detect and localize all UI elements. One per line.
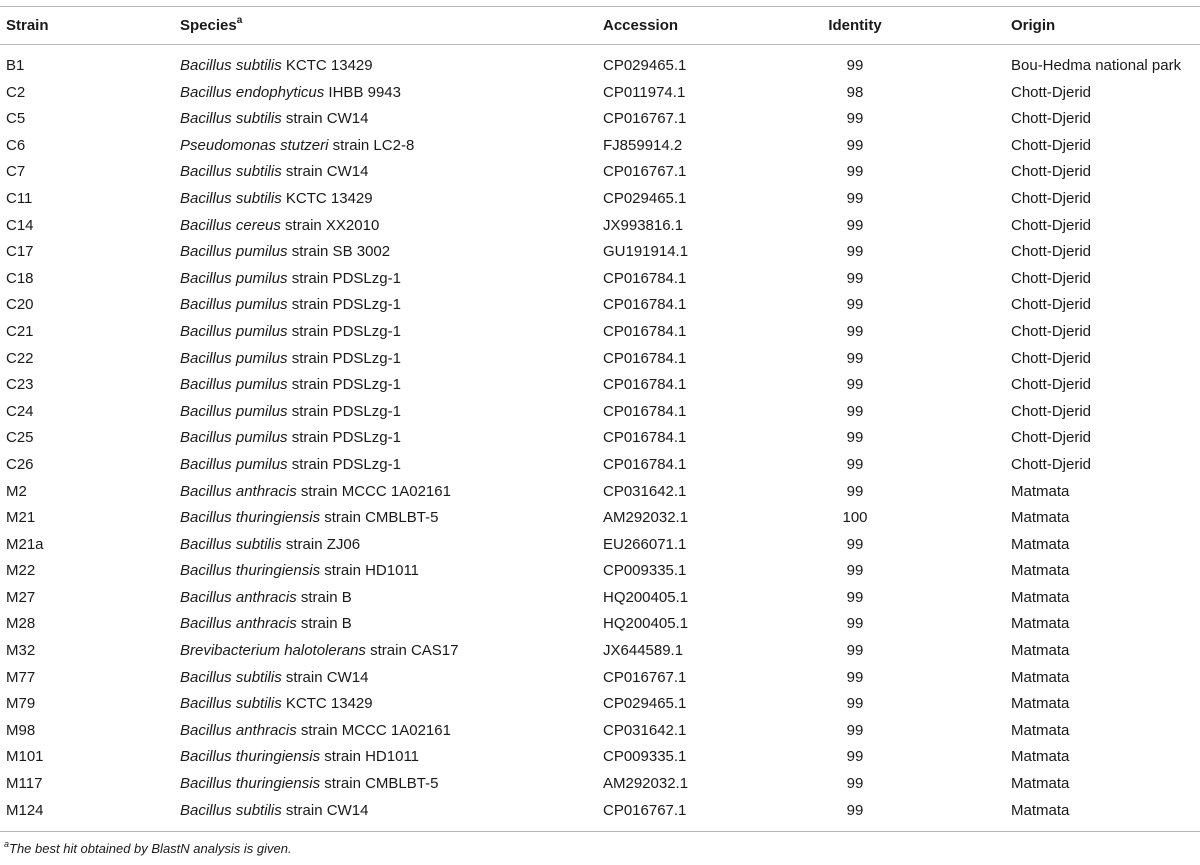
table-row <box>0 801 1200 828</box>
cell-origin: Chott-Djerid <box>1011 455 1092 473</box>
cell-origin: Matmata <box>1011 721 1070 739</box>
cell-species-qualifier: strain HD1011 <box>320 748 420 766</box>
cell-origin: Chott-Djerid <box>1011 402 1092 420</box>
cell-species-qualifier: strain B <box>296 615 352 633</box>
cell-strain: M117 <box>6 775 43 793</box>
table-row <box>0 641 1200 668</box>
cell-species-name: Bacillus subtilis <box>180 189 282 207</box>
cell-species-qualifier: strain PDSLzg-1 <box>287 322 401 340</box>
cell-species-qualifier: strain CW14 <box>281 163 369 181</box>
cell-species-qualifier: strain MCCC 1A02161 <box>296 482 451 500</box>
cell-species <box>180 668 368 688</box>
cell-species-name: Bacillus subtilis <box>180 110 282 128</box>
cell-identity: 100 <box>842 509 868 527</box>
cell-origin: Chott-Djerid <box>1011 189 1092 207</box>
cell-species-name: Bacillus subtilis <box>180 535 282 553</box>
cell-identity: 99 <box>846 296 864 314</box>
table-row <box>0 162 1200 189</box>
table-header-row <box>0 16 1200 38</box>
cell-species-qualifier: strain SB 3002 <box>287 243 391 261</box>
cell-species <box>180 269 401 289</box>
cell-accession: AM292032.1 <box>603 509 689 527</box>
table-row <box>0 588 1200 615</box>
cell-species-qualifier: strain MCCC 1A02161 <box>296 721 451 739</box>
cell-identity: 99 <box>846 163 864 181</box>
cell-species-qualifier: strain PDSLzg-1 <box>287 296 401 314</box>
cell-species-name: Bacillus pumilus <box>180 455 288 473</box>
cell-accession: CP009335.1 <box>603 748 687 766</box>
cell-species-qualifier: strain CMBLBT-5 <box>320 775 439 793</box>
table-row <box>0 269 1200 296</box>
cell-species <box>180 322 401 342</box>
cell-strain: M27 <box>6 588 36 606</box>
cell-identity: 99 <box>846 376 864 394</box>
table-row <box>0 375 1200 402</box>
cell-accession: GU191914.1 <box>603 243 689 261</box>
cell-species <box>180 349 401 369</box>
table-row <box>0 561 1200 588</box>
table-row <box>0 455 1200 482</box>
header-species-label: Species <box>180 17 237 34</box>
cell-accession: CP011974.1 <box>603 83 686 101</box>
cell-species <box>180 774 438 794</box>
cell-origin: Matmata <box>1011 801 1070 819</box>
cell-species-qualifier: IHBB 9943 <box>324 83 401 101</box>
table-row <box>0 189 1200 216</box>
header-identity: Identity <box>828 17 882 34</box>
cell-species-qualifier: strain CW14 <box>281 801 369 819</box>
table-row <box>0 402 1200 429</box>
cell-identity: 99 <box>846 349 864 367</box>
cell-species <box>180 721 451 741</box>
cell-accession: CP016784.1 <box>603 429 687 447</box>
cell-identity: 99 <box>846 243 864 261</box>
cell-species-qualifier: strain CAS17 <box>365 642 459 660</box>
cell-species-name: Bacillus pumilus <box>180 322 288 340</box>
table-row <box>0 614 1200 641</box>
cell-species-name: Bacillus thuringiensis <box>180 748 321 766</box>
cell-strain: B1 <box>6 57 25 74</box>
cell-species-qualifier: strain HD1011 <box>320 562 420 580</box>
table-header-rule <box>0 44 1200 45</box>
cell-species <box>180 747 419 767</box>
cell-species-name: Bacillus subtilis <box>180 695 282 713</box>
cell-strain: M32 <box>6 642 36 660</box>
cell-accession: CP016784.1 <box>603 455 687 473</box>
table-row <box>0 508 1200 535</box>
cell-species <box>180 216 379 236</box>
cell-identity: 99 <box>846 535 864 553</box>
table-row <box>0 136 1200 163</box>
cell-strain: M124 <box>6 801 44 819</box>
cell-identity: 99 <box>846 748 864 766</box>
cell-species-name: Bacillus subtilis <box>180 668 282 686</box>
cell-species-name: Bacillus subtilis <box>180 163 282 181</box>
cell-identity: 99 <box>846 642 864 660</box>
cell-origin: Chott-Djerid <box>1011 429 1092 447</box>
cell-origin: Matmata <box>1011 748 1070 766</box>
cell-species <box>180 801 368 821</box>
cell-accession: CP016767.1 <box>603 668 687 686</box>
table-row <box>0 322 1200 349</box>
footnote-text: The best hit obtained by BlastN analysis is given. <box>9 841 292 856</box>
cell-identity: 99 <box>846 801 864 819</box>
cell-strain: C14 <box>6 216 34 234</box>
cell-origin: Chott-Djerid <box>1011 136 1092 154</box>
header-species-footnote-marker: a <box>236 15 243 26</box>
cell-species-qualifier: strain PDSLzg-1 <box>287 349 401 367</box>
cell-origin: Chott-Djerid <box>1011 163 1092 181</box>
cell-species-name: Bacillus anthracis <box>180 482 297 500</box>
cell-species-qualifier: strain PDSLzg-1 <box>287 402 401 420</box>
cell-species <box>180 561 419 581</box>
cell-origin: Matmata <box>1011 535 1070 553</box>
cell-identity: 99 <box>846 402 864 420</box>
cell-species-name: Bacillus pumilus <box>180 402 288 420</box>
cell-identity: 99 <box>846 269 864 287</box>
cell-species <box>180 694 373 714</box>
cell-origin: Chott-Djerid <box>1011 322 1092 340</box>
cell-species <box>180 56 373 76</box>
cell-accession: CP016784.1 <box>603 402 687 420</box>
cell-species <box>180 402 401 422</box>
cell-strain: C22 <box>6 349 34 367</box>
cell-identity: 99 <box>846 216 864 234</box>
cell-species-qualifier: strain CW14 <box>281 668 369 686</box>
cell-origin: Chott-Djerid <box>1011 216 1092 234</box>
cell-species <box>180 136 414 156</box>
cell-identity: 99 <box>846 57 864 74</box>
cell-identity: 99 <box>846 189 864 207</box>
cell-species-qualifier: KCTC 13429 <box>281 189 373 207</box>
cell-accession: CP016767.1 <box>603 163 687 181</box>
cell-identity: 99 <box>846 775 864 793</box>
cell-accession: CP009335.1 <box>603 562 687 580</box>
cell-species-name: Bacillus pumilus <box>180 269 288 287</box>
cell-strain: C5 <box>6 110 26 128</box>
cell-strain: M77 <box>6 668 36 686</box>
cell-species-name: Bacillus endophyticus <box>180 83 325 101</box>
cell-species-qualifier: KCTC 13429 <box>281 57 373 74</box>
cell-strain: M79 <box>6 695 36 713</box>
header-strain: Strain <box>6 17 49 34</box>
cell-strain: C25 <box>6 429 34 447</box>
table-body <box>0 56 1200 827</box>
cell-origin: Matmata <box>1011 615 1070 633</box>
cell-species-name: Brevibacterium halotolerans <box>180 642 366 660</box>
cell-species-name: Bacillus thuringiensis <box>180 775 321 793</box>
table-footnote <box>4 838 292 856</box>
cell-origin: Matmata <box>1011 482 1070 500</box>
table-row <box>0 482 1200 509</box>
cell-identity: 99 <box>846 429 864 447</box>
cell-species <box>180 189 373 209</box>
table-row <box>0 535 1200 562</box>
cell-species-name: Bacillus thuringiensis <box>180 562 321 580</box>
cell-origin: Matmata <box>1011 509 1070 527</box>
cell-species <box>180 242 390 262</box>
cell-origin: Chott-Djerid <box>1011 269 1092 287</box>
cell-origin: Chott-Djerid <box>1011 296 1092 314</box>
cell-strain: C6 <box>6 136 26 154</box>
table-row <box>0 295 1200 322</box>
cell-species-name: Bacillus subtilis <box>180 57 282 74</box>
cell-identity: 99 <box>846 136 864 154</box>
cell-species <box>180 428 401 448</box>
cell-accession: CP016767.1 <box>603 801 687 819</box>
cell-identity: 99 <box>846 110 864 128</box>
cell-species <box>180 588 352 608</box>
cell-species-qualifier: strain ZJ06 <box>281 535 361 553</box>
table-row <box>0 721 1200 748</box>
cell-identity: 99 <box>846 562 864 580</box>
cell-species <box>180 508 438 528</box>
cell-accession: EU266071.1 <box>603 535 687 553</box>
cell-accession: CP016784.1 <box>603 322 687 340</box>
header-origin: Origin <box>1011 17 1056 34</box>
cell-accession: JX993816.1 <box>603 216 684 234</box>
header-accession: Accession <box>603 17 679 34</box>
cell-species-name: Bacillus pumilus <box>180 349 288 367</box>
cell-species-name: Bacillus anthracis <box>180 721 297 739</box>
cell-origin: Matmata <box>1011 562 1070 580</box>
cell-origin: Matmata <box>1011 695 1070 713</box>
cell-identity: 98 <box>846 83 864 101</box>
cell-identity: 99 <box>846 695 864 713</box>
table-row <box>0 109 1200 136</box>
cell-accession: JX644589.1 <box>603 642 684 660</box>
cell-species <box>180 295 401 315</box>
table-row <box>0 774 1200 801</box>
cell-accession: CP031642.1 <box>603 721 687 739</box>
cell-origin: Matmata <box>1011 588 1070 606</box>
footnote-marker: a <box>4 838 10 849</box>
cell-species-name: Bacillus thuringiensis <box>180 509 321 527</box>
cell-identity: 99 <box>846 322 864 340</box>
cell-accession: HQ200405.1 <box>603 588 689 606</box>
cell-species-name: Bacillus pumilus <box>180 376 288 394</box>
cell-strain: M2 <box>6 482 27 500</box>
cell-species-qualifier: strain B <box>296 588 352 606</box>
cell-strain: C2 <box>6 83 26 101</box>
cell-accession: CP031642.1 <box>603 482 687 500</box>
cell-strain: C18 <box>6 269 34 287</box>
cell-species-name: Bacillus cereus <box>180 216 281 234</box>
cell-strain: M28 <box>6 615 36 633</box>
cell-origin: Chott-Djerid <box>1011 110 1092 128</box>
cell-origin: Chott-Djerid <box>1011 83 1092 101</box>
cell-origin: Chott-Djerid <box>1011 349 1092 367</box>
cell-strain: C24 <box>6 402 34 420</box>
cell-species-name: Bacillus subtilis <box>180 801 282 819</box>
cell-identity: 99 <box>846 615 864 633</box>
cell-species <box>180 375 401 395</box>
cell-strain: C23 <box>6 376 34 394</box>
table-row <box>0 428 1200 455</box>
cell-species <box>180 83 401 103</box>
header-species <box>180 16 242 36</box>
cell-accession: CP016767.1 <box>603 110 687 128</box>
cell-species <box>180 535 360 555</box>
cell-species-qualifier: strain PDSLzg-1 <box>287 269 401 287</box>
cell-species-name: Bacillus anthracis <box>180 615 297 633</box>
cell-accession: CP029465.1 <box>603 57 687 74</box>
cell-species <box>180 641 458 661</box>
cell-identity: 99 <box>846 455 864 473</box>
cell-accession: CP029465.1 <box>603 189 687 207</box>
table-row <box>0 56 1200 83</box>
table-row <box>0 216 1200 243</box>
table-top-rule <box>0 6 1200 7</box>
cell-species-qualifier: KCTC 13429 <box>281 695 373 713</box>
cell-species-qualifier: strain PDSLzg-1 <box>287 455 401 473</box>
cell-origin: Chott-Djerid <box>1011 376 1092 394</box>
cell-identity: 99 <box>846 482 864 500</box>
cell-origin: Bou-Hedma national park <box>1011 57 1182 74</box>
cell-accession: CP016784.1 <box>603 296 687 314</box>
cell-origin: Matmata <box>1011 775 1070 793</box>
cell-species-qualifier: strain XX2010 <box>280 216 380 234</box>
cell-species-qualifier: strain PDSLzg-1 <box>287 429 401 447</box>
cell-accession: CP029465.1 <box>603 695 687 713</box>
cell-species-name: Bacillus pumilus <box>180 243 288 261</box>
cell-strain: C20 <box>6 296 34 314</box>
cell-strain: C7 <box>6 163 26 181</box>
cell-species-qualifier: strain CMBLBT-5 <box>320 509 439 527</box>
cell-species-qualifier: strain CW14 <box>281 110 369 128</box>
cell-origin: Matmata <box>1011 668 1070 686</box>
cell-strain: M101 <box>6 748 44 766</box>
cell-strain: M22 <box>6 562 36 580</box>
cell-accession: HQ200405.1 <box>603 615 689 633</box>
table-row <box>0 694 1200 721</box>
cell-strain: C11 <box>6 189 33 207</box>
table-row <box>0 83 1200 110</box>
cell-strain: M98 <box>6 721 36 739</box>
cell-species <box>180 109 368 129</box>
cell-strain: C21 <box>6 322 34 340</box>
cell-accession: FJ859914.2 <box>603 136 683 154</box>
cell-origin: Matmata <box>1011 642 1070 660</box>
cell-strain: M21a <box>6 535 44 553</box>
table-row <box>0 242 1200 269</box>
cell-species-qualifier: strain LC2-8 <box>328 136 415 154</box>
cell-species <box>180 162 368 182</box>
cell-strain: C17 <box>6 243 34 261</box>
cell-identity: 99 <box>846 721 864 739</box>
cell-strain: M21 <box>6 509 36 527</box>
table-bottom-rule <box>0 831 1200 832</box>
cell-strain: C26 <box>6 455 34 473</box>
cell-species-name: Bacillus anthracis <box>180 588 297 606</box>
cell-species-name: Bacillus pumilus <box>180 296 288 314</box>
table-row <box>0 747 1200 774</box>
cell-species-name: Bacillus pumilus <box>180 429 288 447</box>
cell-origin: Chott-Djerid <box>1011 243 1092 261</box>
cell-identity: 99 <box>846 668 864 686</box>
cell-accession: CP016784.1 <box>603 349 687 367</box>
cell-identity: 99 <box>846 588 864 606</box>
table-row <box>0 668 1200 695</box>
table-row <box>0 349 1200 376</box>
cell-species <box>180 455 401 475</box>
cell-accession: CP016784.1 <box>603 269 687 287</box>
cell-species-name: Pseudomonas stutzeri <box>180 136 329 154</box>
cell-species <box>180 482 451 502</box>
cell-species-qualifier: strain PDSLzg-1 <box>287 376 401 394</box>
cell-species <box>180 614 352 634</box>
cell-accession: AM292032.1 <box>603 775 689 793</box>
cell-accession: CP016784.1 <box>603 376 687 394</box>
